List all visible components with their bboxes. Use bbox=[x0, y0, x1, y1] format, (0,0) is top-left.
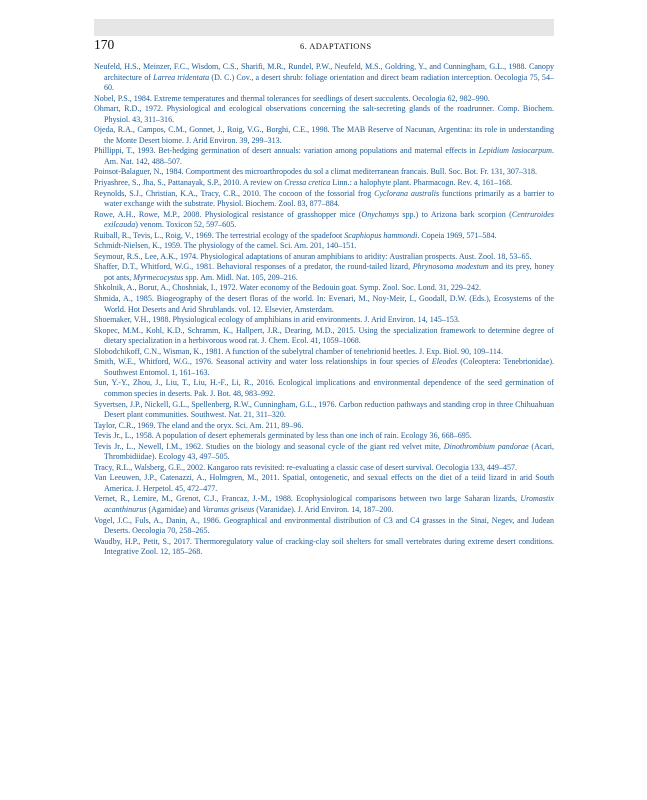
reference-text: Vogel, J.C., Fuls, A., Danin, A., 1986. Geographical and environmental distribution of C3 and C4 grasses in the Sinai, Negev, and Judean Deserts. Oecologia 70, 258–265. bbox=[94, 515, 554, 536]
reference-entry bbox=[94, 146, 554, 167]
reference-entry bbox=[94, 178, 554, 189]
reference-text: Shoemaker, V.H., 1988. Physiological ecology of amphibians in arid environments. J. Arid Environ. 14, 145–153. bbox=[94, 315, 460, 325]
reference-entry bbox=[94, 400, 554, 421]
reference-taxon-italic: Lepidium lasiocarpum bbox=[478, 146, 552, 156]
reference-text: and its prey, honey pot ants, bbox=[104, 262, 554, 282]
reference-taxon-italic: Centruroides exilcauda bbox=[104, 209, 554, 230]
reference-entry bbox=[94, 167, 554, 178]
reference-entry bbox=[94, 378, 554, 399]
reference-text: Vernet, R., Lemire, M., Grenot, C.J., Francaz, J.-M., 1988. Ecophysiological comparisons between two large Saharan lizards, bbox=[94, 494, 521, 504]
reference-entry bbox=[94, 62, 554, 94]
reference-text: spp.) to Arizona bark scorpion ( bbox=[398, 209, 512, 219]
reference-text: Rowe, A.H., Rowe, M.P., 2008. Physiological resistance of grasshopper mice ( bbox=[94, 209, 362, 219]
reference-entry bbox=[94, 294, 554, 315]
reference-text: (Agamidae) and bbox=[146, 504, 203, 514]
reference-taxon-italic: Dinothrombium pandorae bbox=[443, 441, 529, 451]
reference-text: Ohmart, R.D., 1972. Physiological and ecological observations concerning the salt-secreting glands of the roadrunner. Comp. Biochem. Physiol. 43, 311–316. bbox=[94, 104, 554, 124]
reference-entry bbox=[94, 431, 554, 442]
reference-text: Nobel, P.S., 1984. Extreme temperatures and thermal tolerances for seedlings of desert succulents. Oecologia 62, 982–990. bbox=[94, 93, 490, 103]
reference-entry bbox=[94, 473, 554, 494]
reference-text: Priyashree, S., Jha, S., Pattanayak, S.P., 2010. A review on bbox=[94, 178, 285, 188]
reference-text: Ruiball, R., Tevis, L., Roig, V., 1969. The terrestrial ecology of the spadefoot bbox=[94, 230, 345, 240]
reference-text: spp. Am. Midl. Nat. 105, 209–216. bbox=[183, 272, 298, 282]
page-number: 170 bbox=[94, 37, 115, 52]
reference-taxon-italic: Phrynosoma modestum bbox=[412, 262, 489, 272]
reference-text: Ojeda, R.A., Campos, C.M., Gonnet, J., Roig, V.G., Borghi, C.E., 1998. The MAB Reserve of Nacunan, Argentina: its role in understanding the Monte Desert biome. J. Arid Environ. 39, 299–313. bbox=[94, 125, 554, 145]
reference-taxon-italic: Myrmecocystus bbox=[133, 272, 184, 282]
reference-taxon-italic: Onychomys bbox=[361, 209, 399, 219]
reference-text: Linn.: a halophyte plant. Pharmacogn. Rev. 4, 161–168. bbox=[330, 178, 513, 188]
reference-entry bbox=[94, 231, 554, 242]
reference-taxon-italic: Larrea tridentata bbox=[153, 72, 210, 82]
reference-taxon-italic: Scaphiopus hammondi bbox=[344, 230, 418, 240]
reference-text: . Am. Nat. 142, 488–507. bbox=[104, 146, 554, 166]
reference-entry bbox=[94, 421, 554, 432]
reference-text: Seymour, R.S., Lee, A.K., 1974. Physiological adaptations of anuran amphibians to aridity: Australian prospects. Aust. Zool. 18, 53–65. bbox=[94, 251, 532, 261]
reference-text: Shmida, A., 1985. Biogeography of the desert floras of the world. In: Evenari, M., Noy-Meir, I., Goodall, D.W. (Eds.), Ecosystems of the World. Hot Deserts and Arid Shrublands. vol. 12. Elsevier, Amsterdam. bbox=[94, 294, 554, 314]
reference-entry bbox=[94, 262, 554, 283]
reference-text: (Coleoptera: Tenebrionidae). Southwest Entomol. 1, 161–163. bbox=[104, 357, 555, 377]
reference-entry bbox=[94, 494, 554, 515]
reference-entry bbox=[94, 347, 554, 358]
reference-entry bbox=[94, 125, 554, 146]
reference-entry bbox=[94, 463, 554, 474]
running-head: 6. ADAPTATIONS bbox=[300, 41, 372, 51]
reference-entry bbox=[94, 516, 554, 537]
reference-entry bbox=[94, 315, 554, 326]
reference-text: (Varanidae). J. Arid Environ. 14, 187–200. bbox=[254, 504, 394, 514]
reference-text: Neufeld, H.S., Meinzer, F.C., Wisdom, C.S., Sharifi, M.R., Rundel, P.W., Neufeld, M.S., Goldring, Y., and Cunningham, G.L., 1988. Canopy architecture of bbox=[94, 62, 554, 82]
reference-text: Tevis Jr., L., Newell, I.M., 1962. Studies on the biology and seasonal cycle of the giant red velvet mite, bbox=[94, 441, 444, 451]
reference-text: ) venom. Toxicon 52, 597–605. bbox=[135, 220, 237, 230]
header-bar bbox=[94, 19, 554, 36]
reference-text: . Copeia 1969, 571–584. bbox=[417, 230, 497, 240]
reference-taxon-italic: Eleodes bbox=[431, 357, 458, 367]
reference-text: Syvertsen, J.P., Nickell, G.L., Spellenberg, R.W., Cunningham, G.L., 1976. Carbon reduction pathways and standing crop in three Chihuahuan Desert plant communities. Southwest. Nat. 21, 311–320. bbox=[94, 399, 554, 420]
reference-text: Van Leeuwen, J.P., Catenazzi, A., Holmgren, M., 2011. Spatial, ontogenetic, and sexual effects on the diet of a teiid lizard in arid South America. J. Herpetol. 45, 472–477. bbox=[94, 473, 554, 493]
reference-entry bbox=[94, 252, 554, 263]
reference-entry bbox=[94, 189, 554, 210]
reference-taxon-italic: Cyclorana australis bbox=[374, 188, 440, 198]
reference-entry bbox=[94, 104, 554, 125]
reference-text: Phillippi, T., 1993. Bet-hedging germination of desert annuals: variation among populations and maternal effects in bbox=[94, 146, 479, 156]
reference-text: Shkolnik, A., Borut, A., Choshniak, I., 1972. Water economy of the Bedouin goat. Symp. Zool. Soc. Lond. 31, 229–242. bbox=[94, 283, 481, 293]
reference-text: Waudby, H.P., Petit, S., 2017. Thermoregulatory value of cracking-clay soil shelters for small vertebrates during extreme desert conditions. Integrative Zool. 12, 185–268. bbox=[94, 536, 554, 557]
reference-text: Sun, Y.-Y., Zhou, J., Liu, T., Liu, H.-F., Li, R., 2016. Ecological implications and environmental dependence of the seed germination of common species in deserts. Pak. J. Bot. 48, 983–992. bbox=[94, 378, 554, 398]
reference-list bbox=[94, 62, 554, 558]
reference-text: Tracy, R.L., Walsberg, G.E., 2002. Kangaroo rats revisited: re-evaluating a classic case of desert survival. Oecologia 133, 449–457. bbox=[94, 462, 518, 472]
reference-entry bbox=[94, 357, 554, 378]
reference-text: Taylor, C.R., 1969. The eland and the oryx. Sci. Am. 211, 89–96. bbox=[94, 420, 304, 430]
reference-entry bbox=[94, 326, 554, 347]
reference-text: Smith, W.E., Whitford, W.G., 1976. Seasonal activity and water loss relationships in four species of bbox=[94, 357, 432, 367]
reference-text: Skopec, M.M., Kohl, K.D., Schramm, K., Hallpert, J.R., Dearing, M.D., 2015. Using the specialization framework to determine degree of dietary specialization in a herbivorous wood rat. J. Chem. Ecol. 41, 1059–1068. bbox=[94, 325, 554, 346]
reference-text: Tevis Jr., L., 1958. A population of desert ephemerals germinated by less than one inch of rain. Ecology 36, 668–695. bbox=[94, 431, 472, 441]
reference-text: Slobodchikoff, C.N., Wisman, K., 1981. A function of the subelytral chamber of tenebrionid beetles. J. Exp. Biol. 90, 109–114. bbox=[94, 346, 503, 356]
reference-entry bbox=[94, 442, 554, 463]
reference-text: functions primarily as a barrier to water exchange with the substrate. Physiol. Biochem. Zool. 83, 877–884. bbox=[104, 188, 554, 209]
reference-entry bbox=[94, 210, 554, 231]
reference-taxon-italic: Varanus griseus bbox=[202, 504, 255, 514]
reference-text: Reynolds, S.J., Christian, K.A., Tracy, C.R., 2010. The cocoon of the fossorial frog bbox=[94, 188, 375, 198]
reference-text: (D. C.) Cov., a desert shrub: foliage orientation and direct beam radiation interception. Oecologia 75, 54–60. bbox=[104, 72, 554, 93]
reference-entry bbox=[94, 283, 554, 294]
reference-entry bbox=[94, 537, 554, 558]
reference-taxon-italic: Uromastix acanthinurus bbox=[104, 494, 554, 514]
reference-entry bbox=[94, 94, 554, 105]
reference-text: Schmidt-Nielsen, K., 1959. The physiology of the camel. Sci. Am. 201, 140–151. bbox=[94, 241, 357, 251]
reference-text: Shaffer, D.T., Whitford, W.G., 1981. Behavioral responses of a predator, the round-tailed lizard, bbox=[94, 262, 413, 272]
reference-text: Poinsot-Balaguer, N., 1984. Comportment des microarthropodes du sol a climat mediterranean francais. Bull. Soc. Bot. Fr. 131, 307–318. bbox=[94, 167, 538, 177]
reference-text: (Acari, Thrombidiidae). Ecology 43, 497–505. bbox=[104, 441, 554, 462]
reference-taxon-italic: Cressa cretica bbox=[284, 178, 331, 188]
reference-entry bbox=[94, 241, 554, 252]
